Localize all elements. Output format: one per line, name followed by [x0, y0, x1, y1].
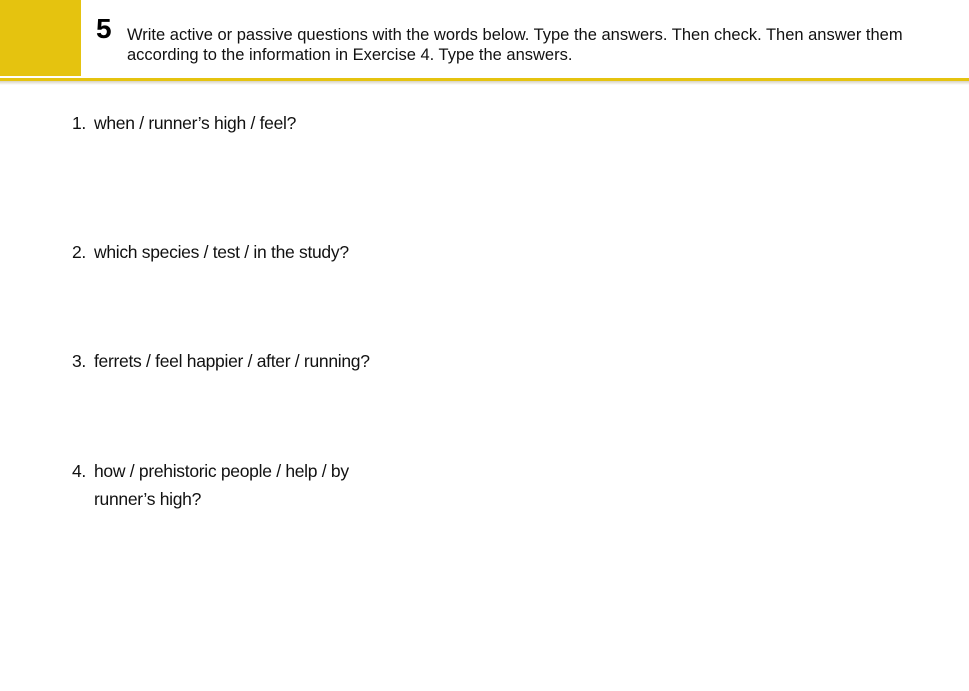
question-item-4: [72, 457, 384, 513]
question-text: when / runner’s high / feel?: [94, 113, 297, 133]
question-number: 2.: [72, 242, 86, 262]
question-item-3: [72, 347, 370, 375]
exercise-number: 5: [96, 13, 112, 44]
exercise-header: [0, 0, 969, 78]
question-text: how / prehistoric people / help / by runner’s high?: [94, 461, 349, 509]
header-accent-block: [0, 0, 81, 76]
header-divider-shadow: [0, 81, 969, 85]
question-text: which species / test / in the study?: [94, 242, 349, 262]
question-text: ferrets / feel happier / after / running?: [94, 351, 370, 371]
question-number: 4.: [72, 461, 86, 481]
question-number: 3.: [72, 351, 86, 371]
question-item-2: [72, 238, 349, 266]
question-number: 1.: [72, 113, 86, 133]
question-item-1: [72, 109, 296, 137]
exercise-instructions: Write active or passive questions with the words below. Type the answers. Then check. Then answer them according to the information in Exercise 4. Type the answers.: [127, 26, 903, 64]
